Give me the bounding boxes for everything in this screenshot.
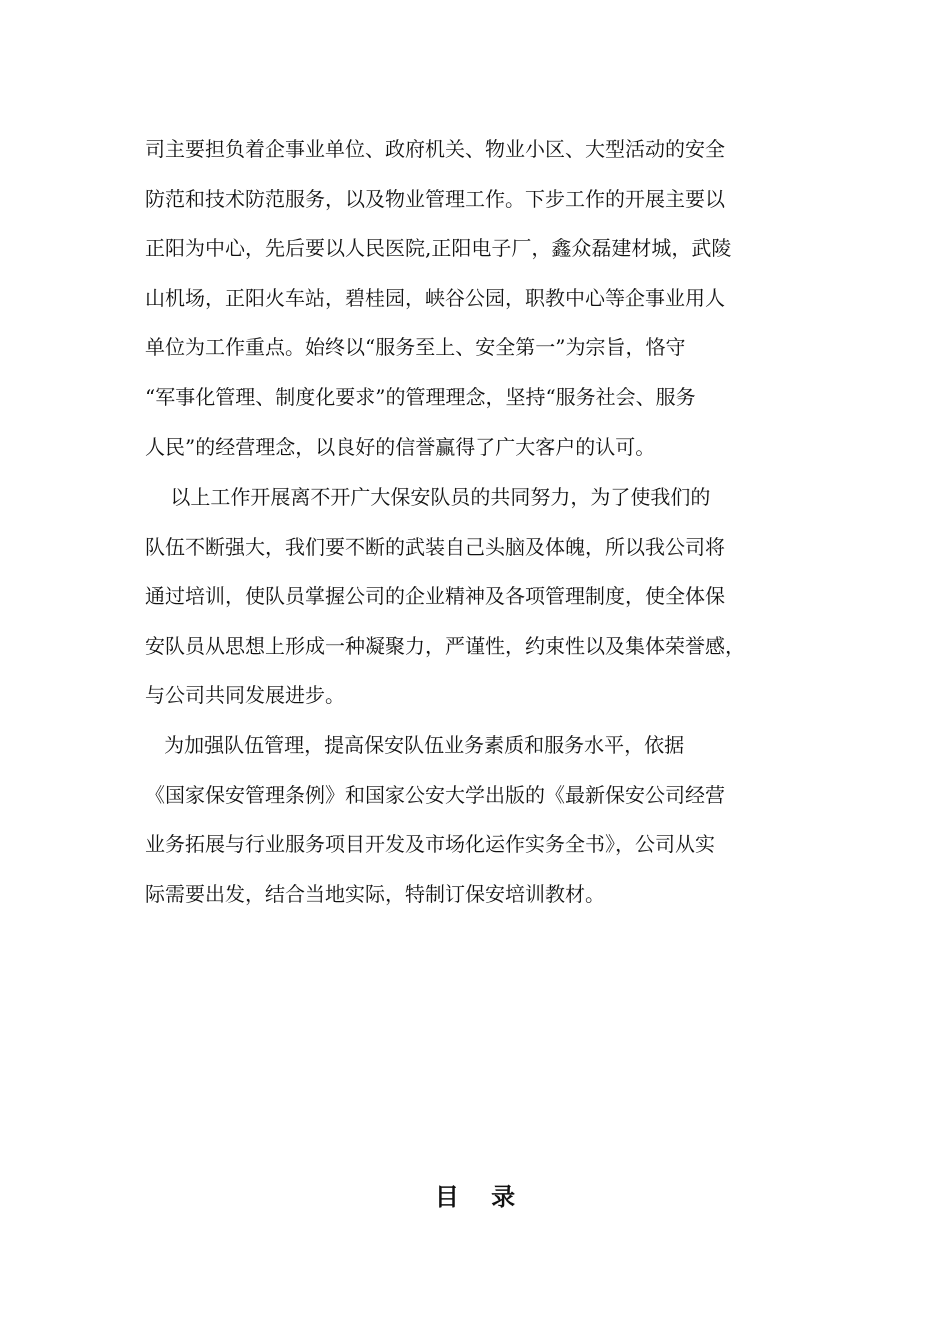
text-line: 队伍不断强大，我们要不断的武装自己头脑及体魄，所以我公司将 (145, 534, 725, 559)
table-of-contents-heading: 目 录 (434, 1183, 528, 1211)
text-line: 通过培训，使队员掌握公司的企业精神及各项管理制度，使全体保 (145, 584, 725, 609)
paragraph-training-materials (145, 721, 825, 919)
text-line: 《国家保安管理条例》和国家公安大学出版的《最新保安公司经营 (145, 782, 725, 807)
text-line: 业务拓展与行业服务项目开发及市场化运作实务全书》，公司从实 (145, 832, 715, 857)
text-line: 与公司共同发展进步。 (145, 683, 345, 708)
paragraph-team-training (145, 473, 825, 721)
text-line: “军事化管理、制度化要求”的管理理念，坚持“服务社会、服务 (145, 384, 696, 409)
text-line: 司主要担负着企事业单位、政府机关、物业小区、大型活动的安全 (145, 137, 725, 161)
text-line: 正阳为中心，先后要以人民医院,正阳电子厂，鑫众磊建材城，武陵 (145, 236, 732, 261)
text-line: 单位为工作重点。始终以“服务至上、安全第一”为宗旨，恪守 (145, 335, 686, 360)
text-line: 人民”的经营理念，以良好的信誉赢得了广大客户的认可。 (145, 434, 656, 459)
text-line: 为加强队伍管理，提高保安队伍业务素质和服务水平，依据 (145, 733, 685, 757)
text-line: 防范和技术防范服务，以及物业管理工作。下步工作的开展主要以 (145, 186, 725, 211)
text-line: 山机场，正阳火车站，碧桂园，峡谷公园，职教中心等企事业用人 (145, 285, 725, 310)
text-line: 以上工作开展离不开广大保安队员的共同努力，为了使我们的 (145, 485, 711, 509)
text-line: 际需要出发，结合当地实际，特制订保安培训教材。 (145, 881, 605, 906)
text-line: 安队员从思想上形成一种凝聚力，严谨性，约束性以及集体荣誉感， (145, 633, 745, 658)
paragraph-company-services (145, 125, 825, 472)
